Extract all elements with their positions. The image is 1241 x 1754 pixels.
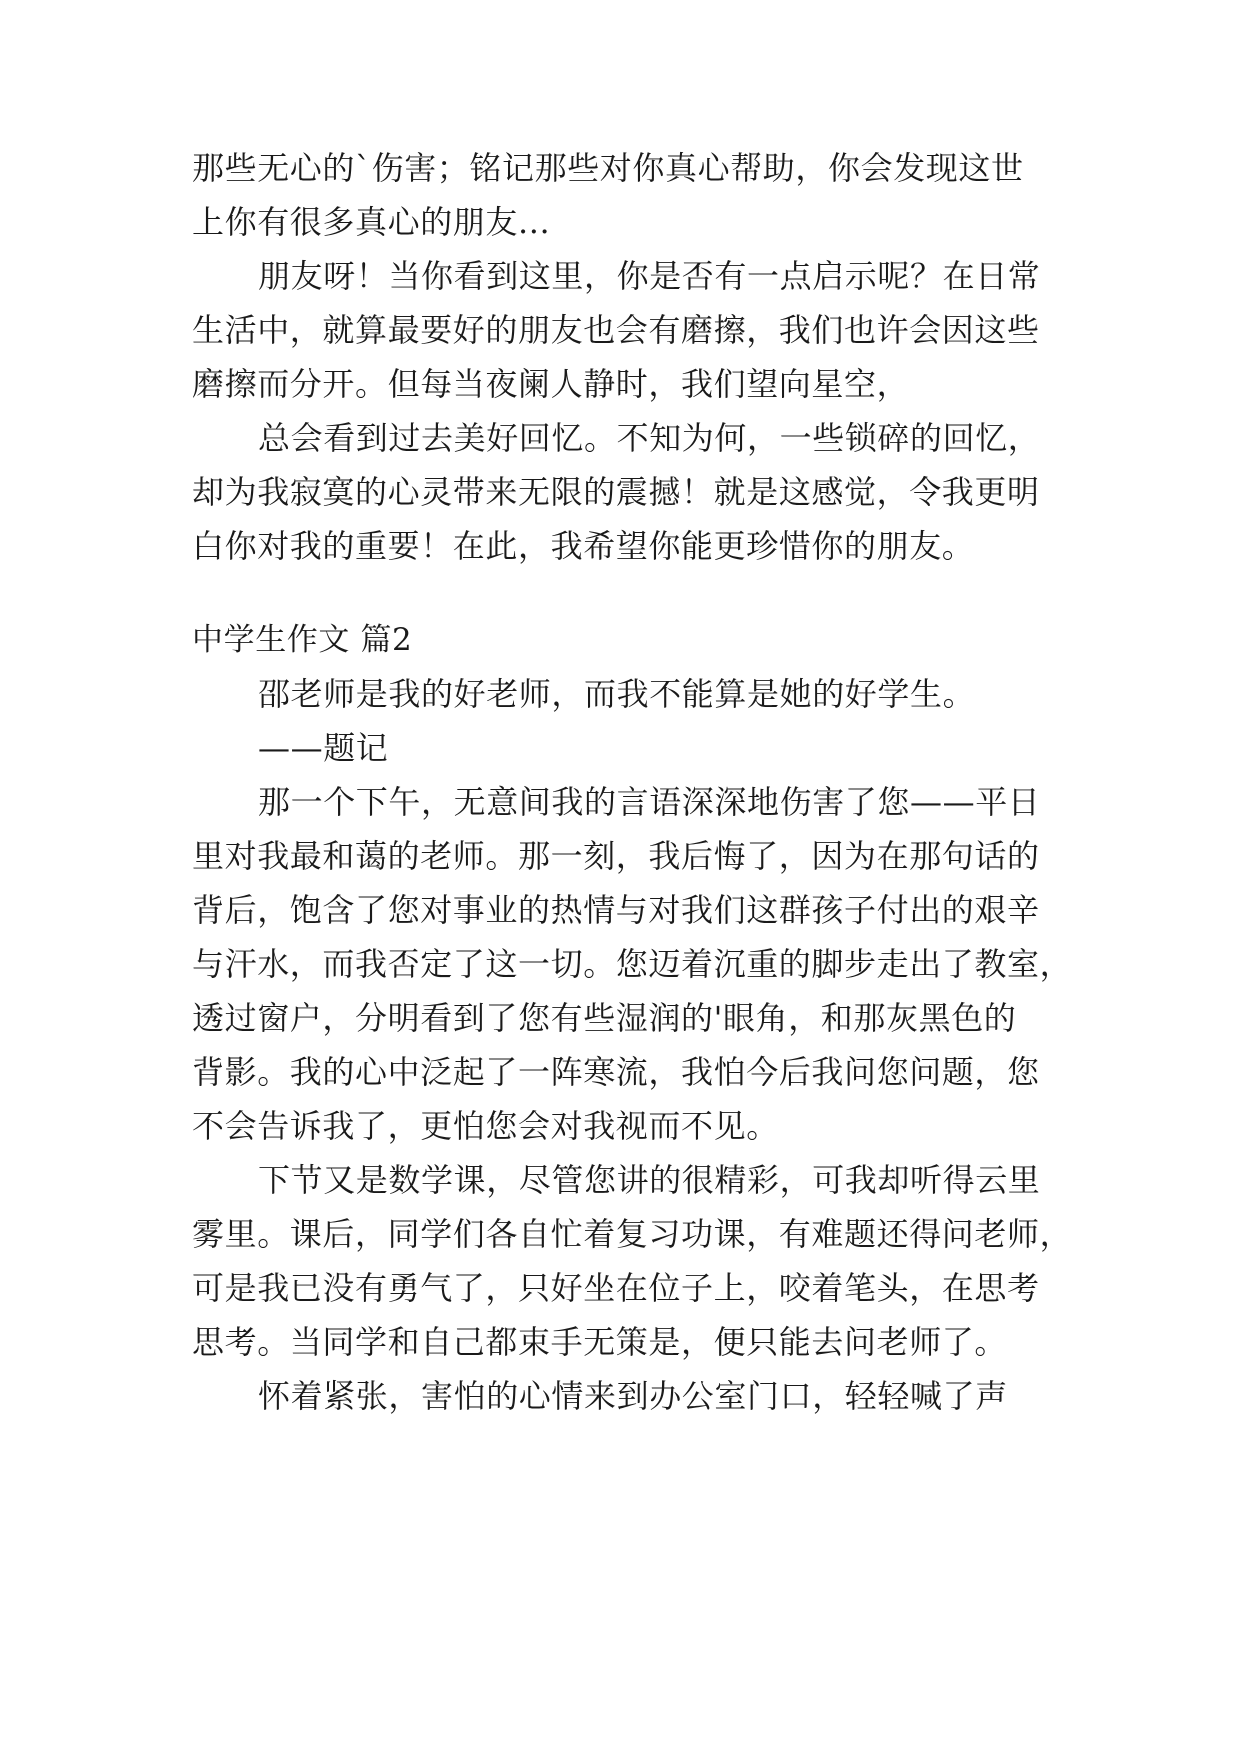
text-line: 透过窗户，分明看到了您有些湿润的'眼角，和那灰黑色的 — [192, 999, 1017, 1037]
text-line: 那一个下午，无意间我的言语深深地伤害了您——平日 — [258, 783, 1041, 821]
text-line: 与汗水，而我否定了这一切。您迈着沉重的脚步走出了教室， — [192, 945, 1073, 983]
text-line: 上你有很多真心的朋友... — [192, 203, 551, 241]
text-line: 总会看到过去美好回忆。不知为何，一些锁碎的回忆， — [258, 419, 1041, 457]
text-line: 背后，饱含了您对事业的热情与对我们这群孩子付出的艰辛 — [192, 891, 1040, 929]
section-title: 中学生作文 篇2 — [192, 622, 413, 658]
text-line: 白你对我的重要！在此，我希望你能更珍惜你的朋友。 — [192, 527, 975, 565]
text-line: 可是我已没有勇气了，只好坐在位子上，咬着笔头，在思考 — [192, 1269, 1040, 1307]
text-line: 不会告诉我了，更怕您会对我视而不见。 — [192, 1107, 779, 1145]
text-line: 背影。我的心中泛起了一阵寒流，我怕今后我问您问题，您 — [192, 1053, 1040, 1091]
text-line: 思考。当同学和自己都束手无策是，便只能去问老师了。 — [192, 1323, 1008, 1361]
text-line: 下节又是数学课，尽管您讲的很精彩，可我却听得云里 — [258, 1161, 1041, 1199]
text-line: 里对我最和蔼的老师。那一刻，我后悔了，因为在那句话的 — [192, 837, 1040, 875]
text-line: 生活中，就算最要好的朋友也会有磨擦，我们也许会因这些 — [192, 311, 1040, 349]
text-line: 雾里。课后，同学们各自忙着复习功课，有难题还得问老师， — [192, 1215, 1073, 1253]
text-line: 邵老师是我的好老师，而我不能算是她的好学生。 — [258, 675, 976, 713]
text-line: 磨擦而分开。但每当夜阑人静时，我们望向星空， — [192, 365, 910, 403]
text-line: 却为我寂寞的心灵带来无限的震撼！就是这感觉，令我更明 — [192, 473, 1040, 511]
epigraph-attribution: ——题记 — [258, 729, 389, 767]
text-line: 朋友呀！当你看到这里，你是否有一点启示呢？在日常 — [258, 257, 1041, 295]
text-line: 那些无心的`伤害；铭记那些对你真心帮助，你会发现这世 — [192, 149, 1024, 187]
text-line: 怀着紧张，害怕的心情来到办公室门口，轻轻喊了声 — [258, 1377, 1008, 1415]
